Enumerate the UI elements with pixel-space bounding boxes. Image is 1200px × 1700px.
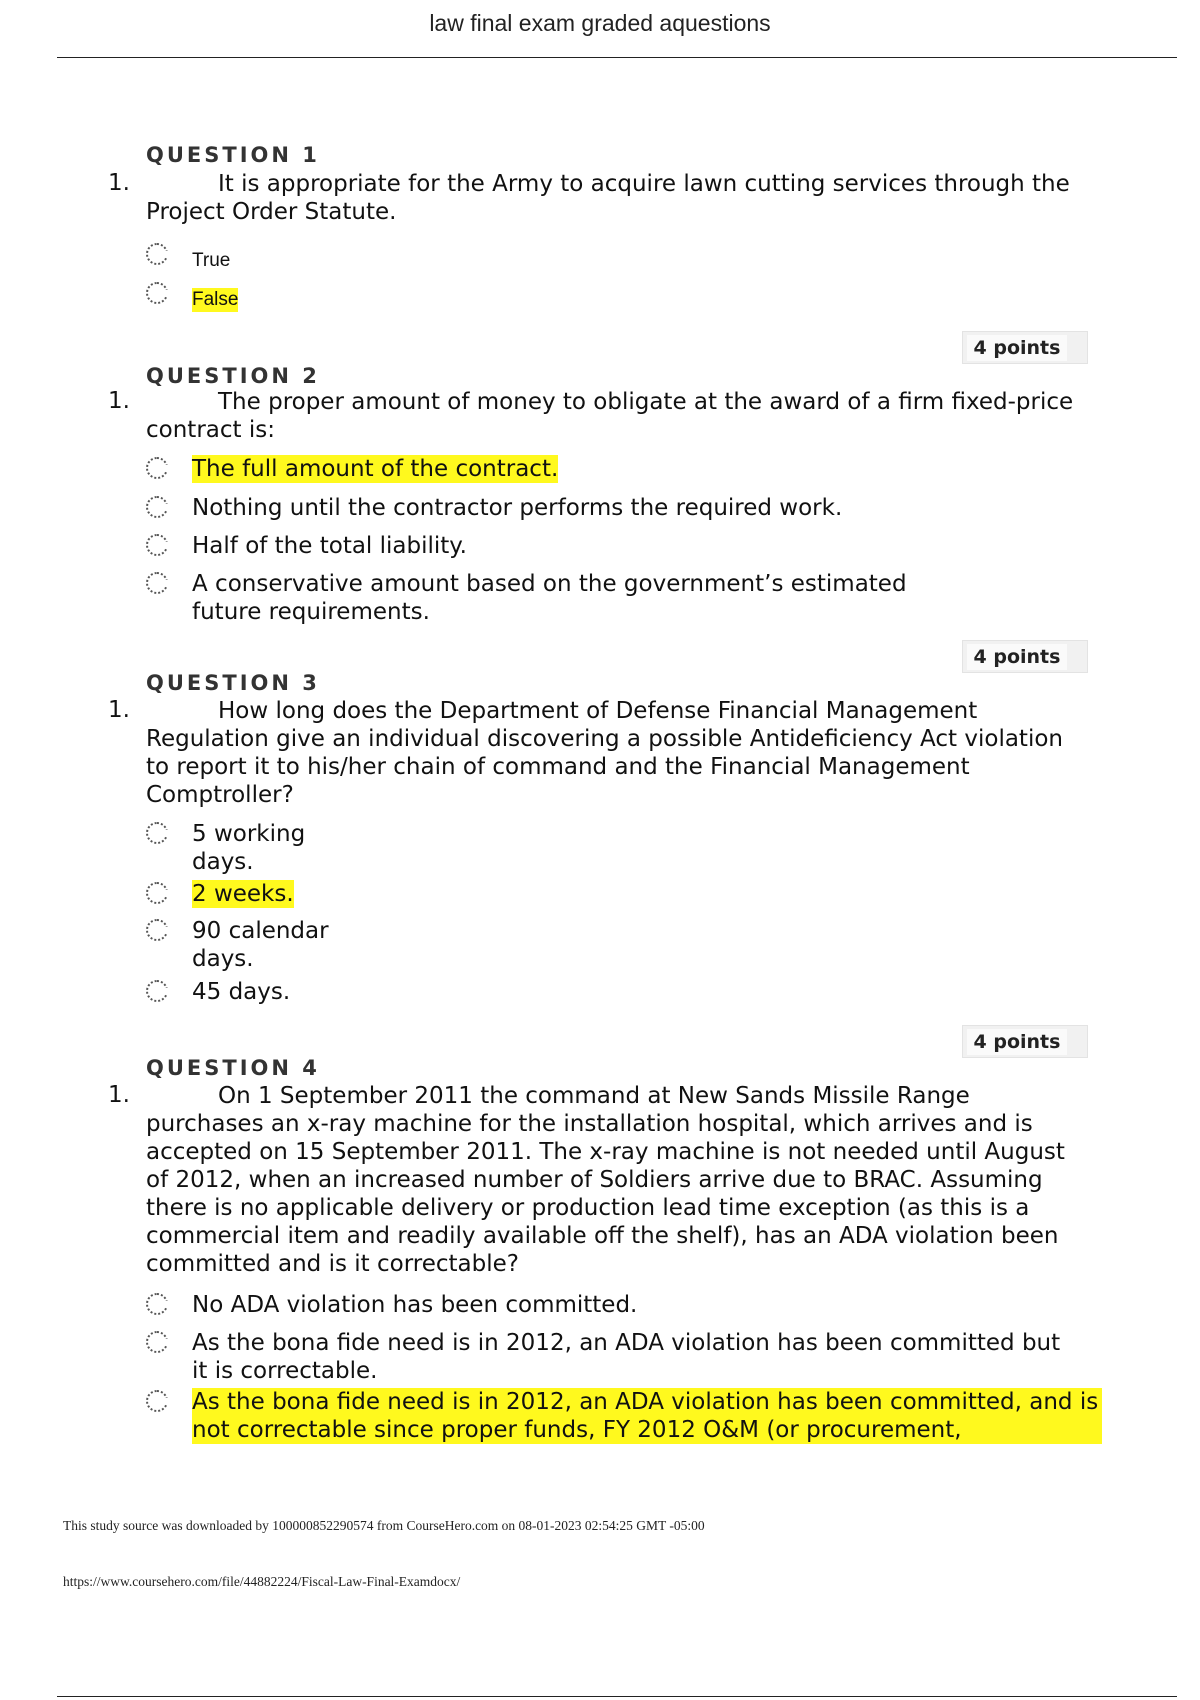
radio-button-icon[interactable] xyxy=(146,1293,168,1315)
question-3-number: 1. xyxy=(108,697,130,723)
option-label-highlighted: 2 weeks. xyxy=(192,881,294,907)
radio-button-icon[interactable] xyxy=(146,496,168,518)
question-1-points-badge xyxy=(962,331,1088,364)
option-label-highlighted: False xyxy=(192,289,239,310)
radio-button-icon[interactable] xyxy=(146,572,168,594)
question-4-option-2[interactable] xyxy=(146,1329,1072,1385)
radio-button-icon[interactable] xyxy=(146,282,168,304)
question-3-option-4[interactable] xyxy=(146,978,290,1006)
question-2-option-3[interactable] xyxy=(146,532,467,560)
option-label: Nothing until the contractor performs the required work. xyxy=(192,495,843,521)
source-url[interactable]: https://www.coursehero.com/file/44882224/Fiscal-Law-Final-Examdocx/ xyxy=(63,1574,461,1589)
radio-button-icon[interactable] xyxy=(146,822,168,844)
radio-button-icon[interactable] xyxy=(146,1331,168,1353)
header-divider xyxy=(57,57,1177,58)
question-2-option-4[interactable] xyxy=(146,570,952,626)
option-label: No ADA violation has been committed. xyxy=(192,1292,638,1318)
radio-button-icon[interactable] xyxy=(146,457,168,479)
question-4-option-1[interactable] xyxy=(146,1291,637,1319)
question-2-option-1[interactable] xyxy=(146,455,558,483)
question-4-option-3[interactable] xyxy=(146,1388,1102,1444)
radio-button-icon[interactable] xyxy=(146,882,168,904)
radio-button-icon[interactable] xyxy=(146,1390,168,1412)
question-2-points-badge xyxy=(962,640,1088,673)
question-2-number: 1. xyxy=(108,388,130,414)
option-label: 45 days. xyxy=(192,979,291,1005)
option-label: A conservative amount based on the government’s estimated future requirements. xyxy=(192,571,907,625)
question-3-option-2[interactable] xyxy=(146,880,294,908)
radio-button-icon[interactable] xyxy=(146,980,168,1002)
radio-button-icon[interactable] xyxy=(146,919,168,941)
radio-button-icon[interactable] xyxy=(146,243,168,265)
question-1-option-false[interactable] xyxy=(146,280,238,312)
option-label: As the bona fide need is in 2012, an ADA violation has been committed but it is correctable. xyxy=(192,1330,1061,1384)
question-3-title: QUESTION 3 xyxy=(146,671,320,695)
radio-button-icon[interactable] xyxy=(146,534,168,556)
option-label: Half of the total liability. xyxy=(192,533,467,559)
question-4-number: 1. xyxy=(108,1082,130,1108)
question-1-title: QUESTION 1 xyxy=(146,143,320,167)
question-2-option-2[interactable] xyxy=(146,494,842,522)
page-title: law final exam graded aquestions xyxy=(429,10,771,36)
option-label: True xyxy=(192,250,231,271)
question-3-points-badge xyxy=(962,1025,1088,1058)
question-3-option-1[interactable] xyxy=(146,820,332,876)
download-notice: This study source was downloaded by 100000852290574 from CourseHero.com on 08-01-2023 02:54:25 GMT -05:00 xyxy=(63,1518,705,1533)
question-3-text: How long does the Department of Defense Financial Management Regulation give an individual discovering a possible Antideficiency Act violation to report it to his/her chain of command and the Financial Management Comptroller? xyxy=(146,698,1063,808)
points-label: 4 points xyxy=(967,644,1067,670)
points-label: 4 points xyxy=(967,1029,1067,1055)
points-label: 4 points xyxy=(967,335,1067,361)
question-2-text: The proper amount of money to obligate at the award of a firm fixed-price contract is: xyxy=(146,389,1074,443)
option-label: 90 calendar days. xyxy=(192,918,329,972)
question-4-title: QUESTION 4 xyxy=(146,1056,320,1080)
option-label: 5 working days. xyxy=(192,821,306,875)
question-4-text: On 1 September 2011 the command at New Sands Missile Range purchases an x-ray machine for the installation hospital, which arrives and is accepted on 15 September 2011. The x-ray machine is not needed until August of 2012, when an increased number of Soldiers arrive due to BRAC. Assuming there is no applicable delivery or production lead time exception (as this is a commercial item and readily available off the shelf), has an ADA violation been committed and is it correctable? xyxy=(146,1083,1065,1277)
question-1-option-true[interactable] xyxy=(146,241,230,273)
question-1-text: It is appropriate for the Army to acquire lawn cutting services through the Project Order Statute. xyxy=(146,171,1070,225)
question-2-title: QUESTION 2 xyxy=(146,364,320,388)
option-label-highlighted: The full amount of the contract. xyxy=(192,456,559,482)
question-1-number: 1. xyxy=(108,170,130,196)
question-3-option-3[interactable] xyxy=(146,917,352,973)
footer-divider xyxy=(57,1696,1177,1697)
option-label-highlighted: As the bona fide need is in 2012, an ADA violation has been committed, and is not correctable since proper funds, FY 2012 O&M (or procurement, xyxy=(192,1388,1102,1444)
